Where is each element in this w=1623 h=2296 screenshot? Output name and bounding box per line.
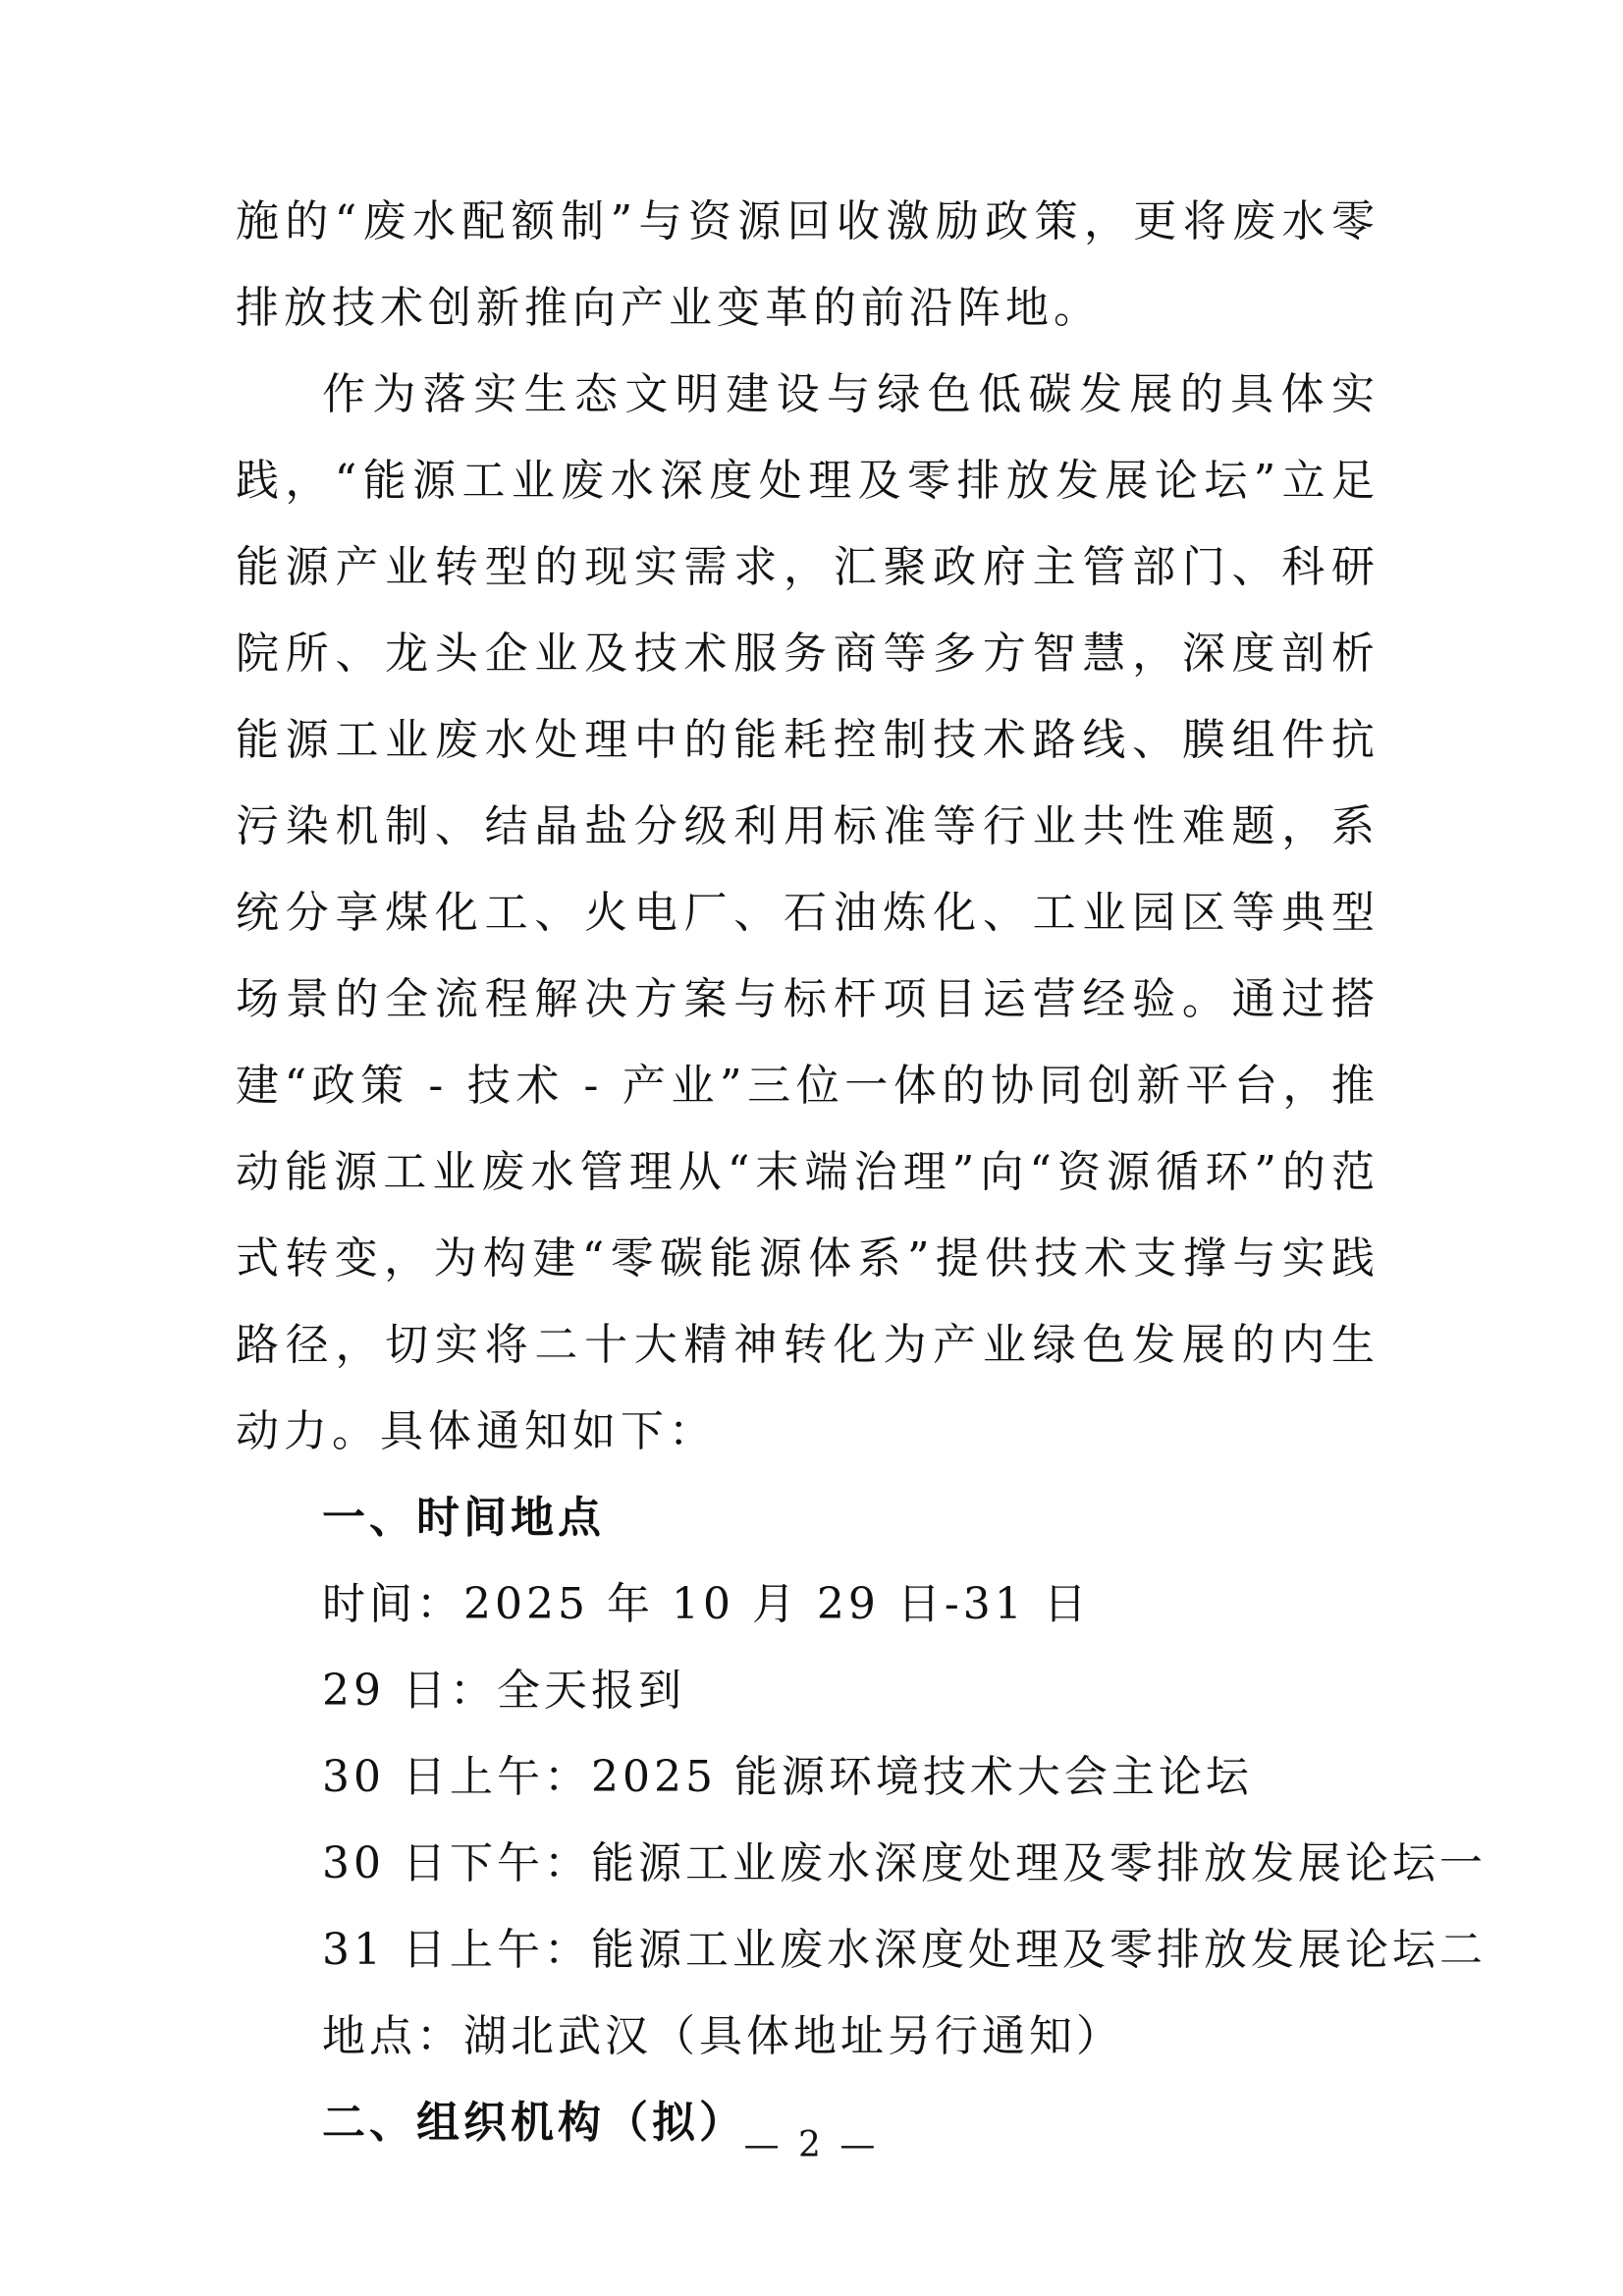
continued-paragraph: 施的“废水配额制”与资源回收激励政策，更将废水零排放技术创新推向产业变革的前沿阵地。	[236, 196, 1380, 333]
schedule-day-31-morning: 31 日上午：能源工业废水深度处理及零排放发展论坛二	[322, 1925, 1487, 1975]
body-text	[236, 179, 1487, 2166]
page-number: — 2 —	[743, 2125, 880, 2165]
schedule-time-line: 时间：2025 年 10 月 29 日-31 日	[322, 1579, 1091, 1629]
section-heading-organization: 二、组织机构（拟）	[322, 2098, 746, 2148]
section-heading-time-location: 一、时间地点	[322, 1493, 605, 1543]
intro-paragraph: 作为落实生态文明建设与绿色低碳发展的具体实践，“能源工业废水深度处理及零排放发展论坛”立足能源产业转型的现实需求，汇聚政府主管部门、科研院所、龙头企业及技术服务商等多方智慧，深度剖析能源工业废水处理中的能耗控制技术路线、膜组件抗污染机制、结晶盐分级利用标准等行业共性难题，系统分享煤化工、火电厂、石油炼化、工业园区等典型场景的全流程解决方案与标杆项目运营经验。通过搭建“政策 - 技术 - 产业”三位一体的协同创新平台，推动能源工业废水管理从“末端治理”向“资源循环”的范式转变，为构建“零碳能源体系”提供技术支撑与实践路径，切实将二十大精神转化为产业绿色发展的内生动力。具体通知如下：	[236, 369, 1380, 1456]
location-line: 地点：湖北武汉（具体地址另行通知）	[322, 2011, 1123, 2061]
schedule-day-30-morning: 30 日上午：2025 能源环境技术大会主论坛	[322, 1752, 1253, 1802]
schedule-day-30-afternoon: 30 日下午：能源工业废水深度处理及零排放发展论坛一	[322, 1838, 1487, 1888]
schedule-day-29: 29 日：全天报到	[322, 1666, 685, 1716]
